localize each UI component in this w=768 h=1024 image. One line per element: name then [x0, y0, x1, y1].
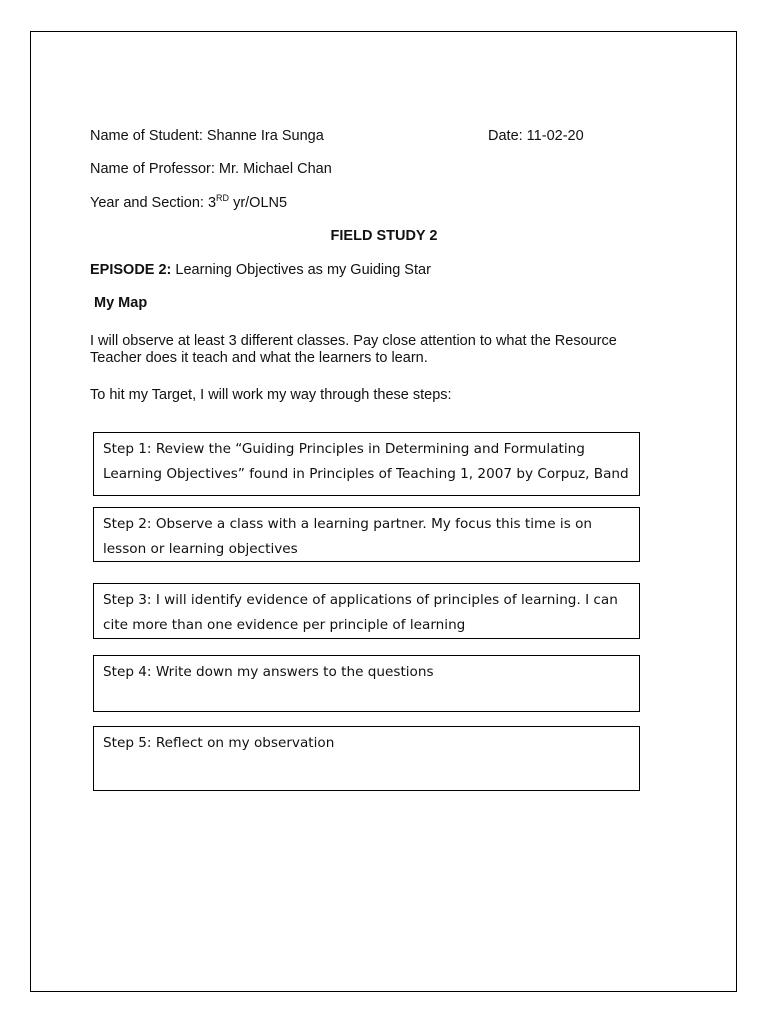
my-map-heading: My Map	[94, 295, 148, 311]
step-2-box	[93, 507, 640, 562]
step-5-text: Reflect on my observation	[151, 735, 335, 751]
step-4-label: Step 4:	[103, 664, 152, 680]
episode-label: EPISODE 2:	[90, 262, 172, 278]
step-3-label: Step 3:	[103, 592, 152, 608]
step-5-box	[93, 726, 640, 791]
document-title	[0, 228, 768, 244]
document-title-text: FIELD STUDY 2	[330, 228, 438, 244]
episode-heading	[90, 262, 431, 279]
date: Date: 11-02-20	[488, 128, 584, 144]
step-2-label: Step 2:	[103, 516, 152, 532]
step-2-text: Observe a class with a learning partner. My focus this time is on lesson or learning objectives	[103, 516, 593, 557]
step-5-label: Step 5:	[103, 735, 152, 751]
step-1-text: Review the “Guiding Principles in Determining and Formulating Learning Objectives” found in Principles of Teaching 1, 2007 by Corpuz, Band	[103, 441, 629, 482]
year-section-suffix: yr/OLN5	[229, 195, 288, 211]
step-1-label: Step 1:	[103, 441, 152, 457]
step-3-box	[93, 583, 640, 639]
step-4-text: Write down my answers to the questions	[151, 664, 434, 680]
year-section-sup: RD	[216, 193, 230, 203]
professor-name: Name of Professor: Mr. Michael Chan	[90, 161, 332, 177]
student-name: Name of Student: Shanne Ira Sunga	[90, 128, 324, 144]
episode-text: Learning Objectives as my Guiding Star	[171, 262, 431, 278]
target-paragraph: To hit my Target, I will work my way through these steps:	[90, 387, 452, 403]
step-3-text: I will identify evidence of applications of principles of learning. I can cite more than one evidence per principle of learning	[103, 592, 618, 633]
step-4-box	[93, 655, 640, 712]
observe-paragraph: I will observe at least 3 different classes. Pay close attention to what the Resource Teacher does it teach and what the learners to learn.	[90, 333, 617, 366]
year-section-prefix: Year and Section: 3	[90, 195, 217, 211]
year-section	[90, 195, 287, 212]
step-1-box	[93, 432, 640, 496]
